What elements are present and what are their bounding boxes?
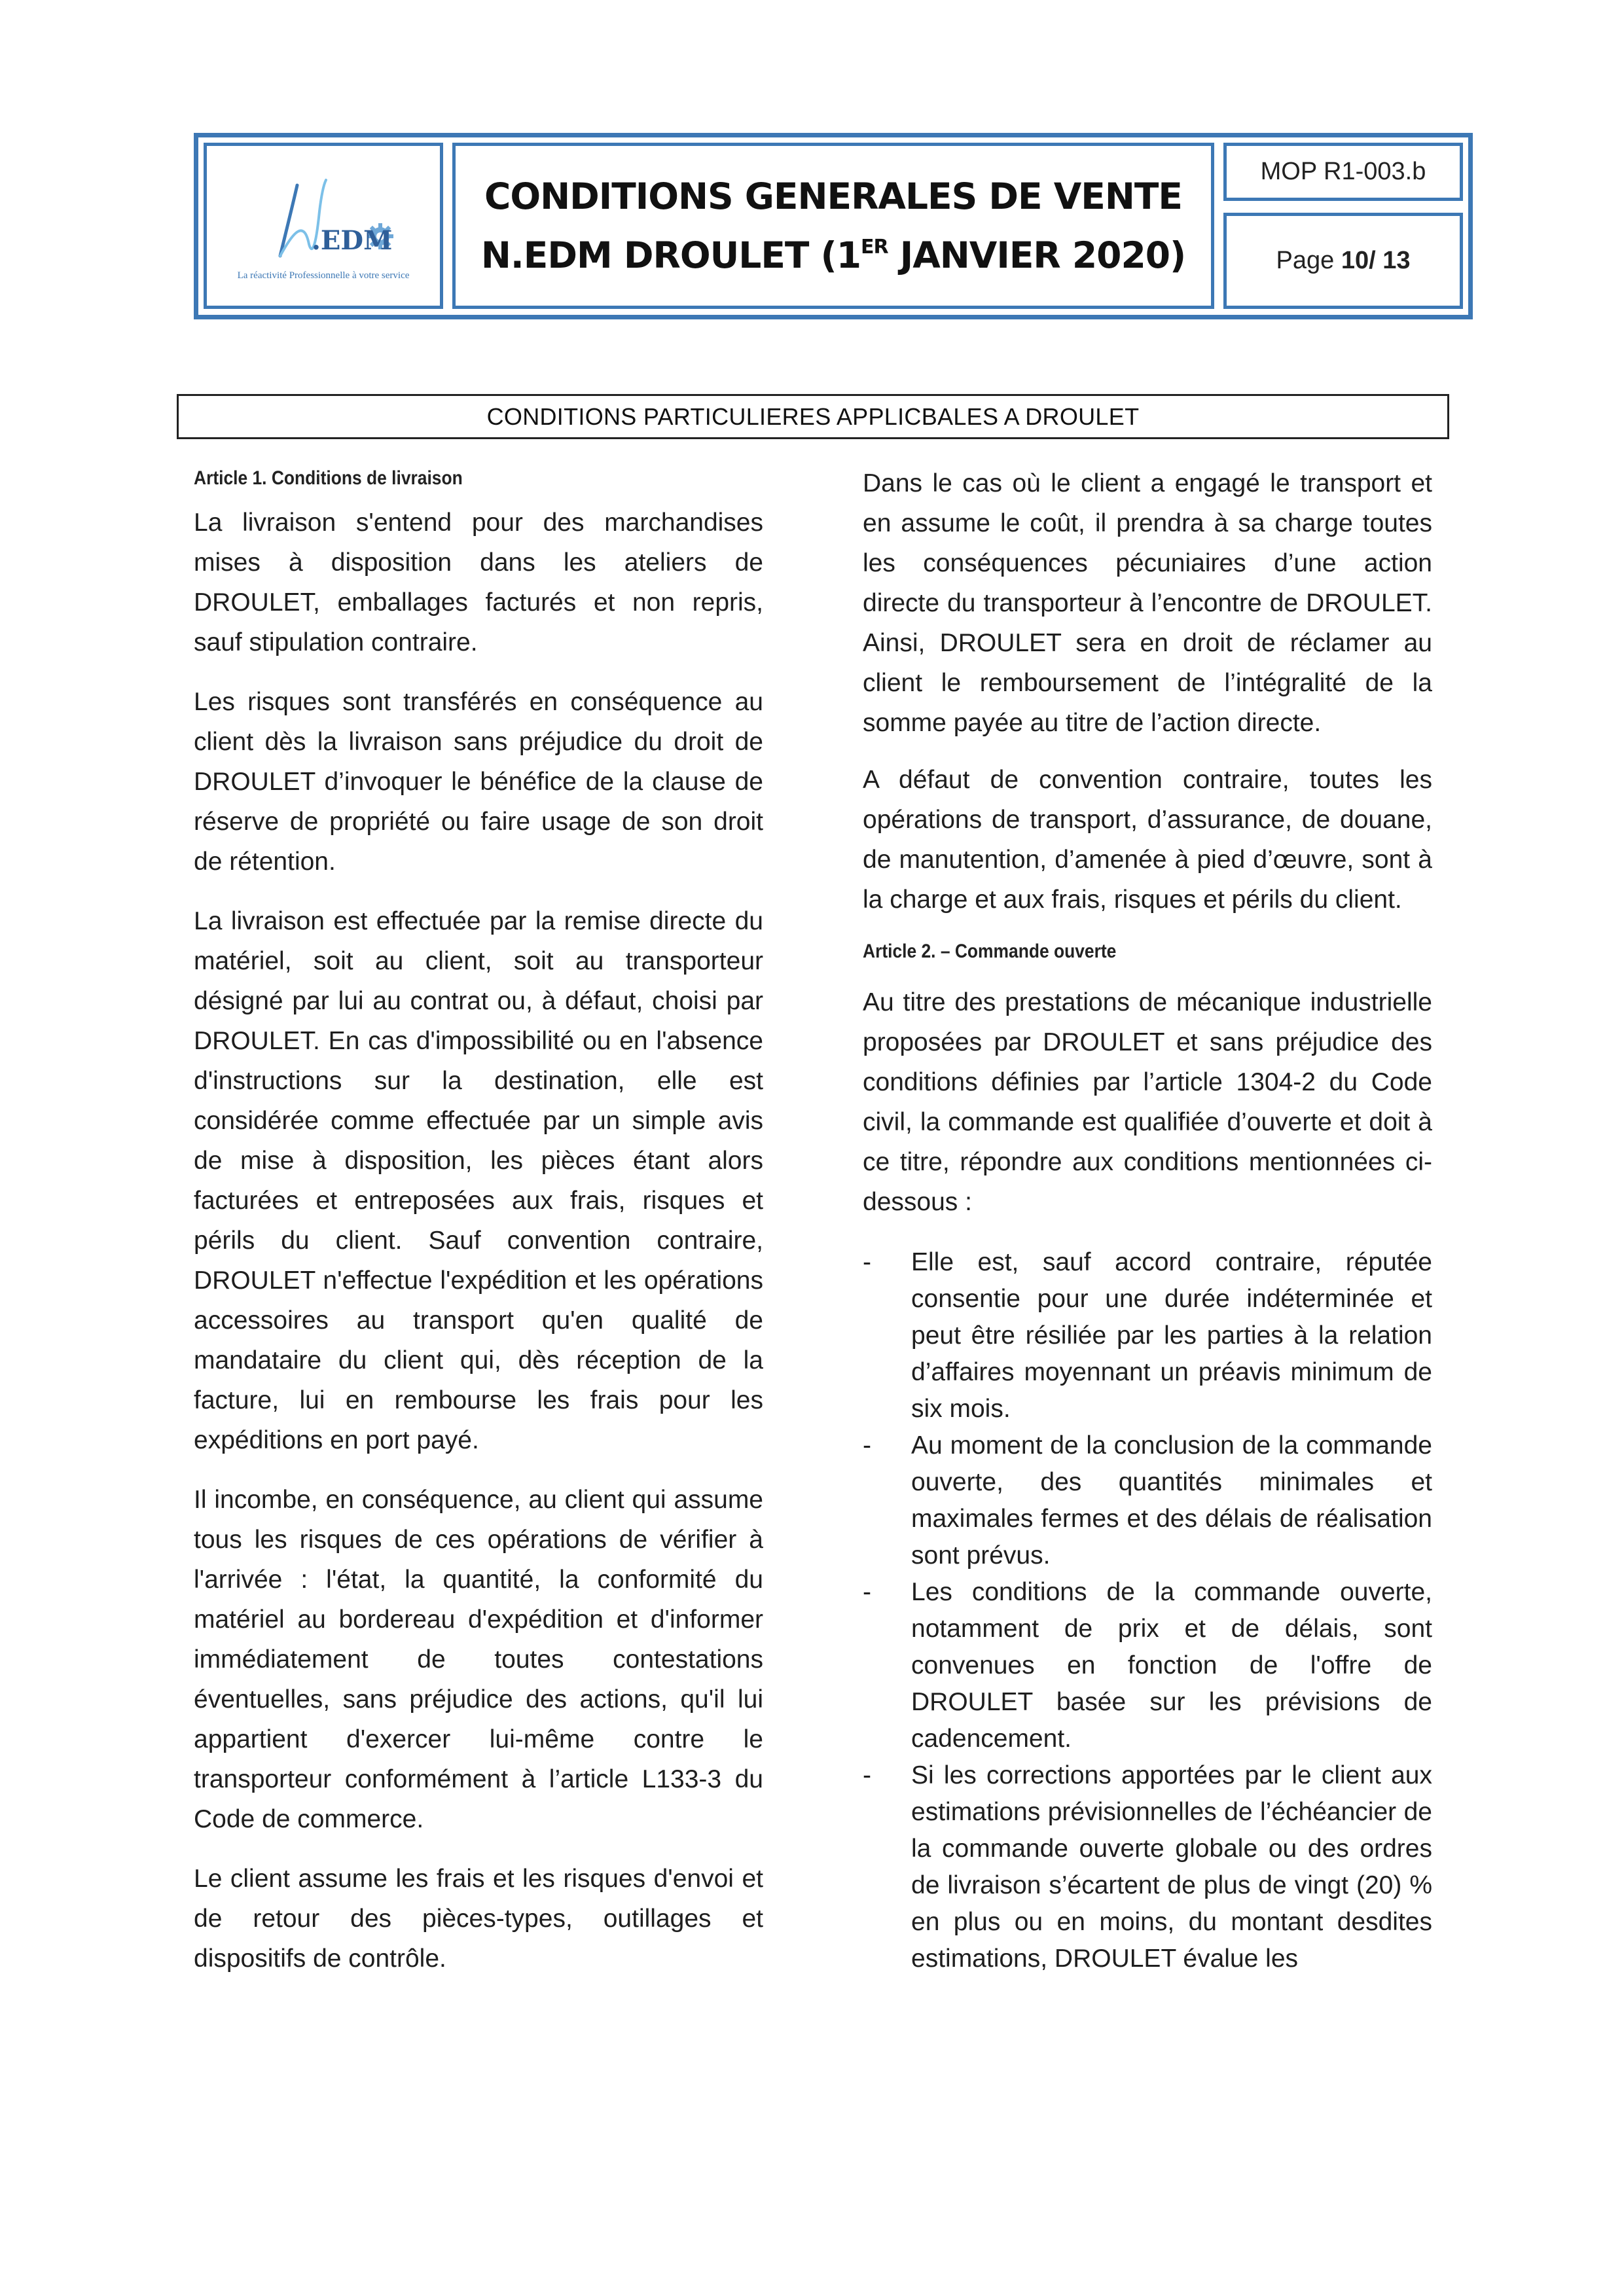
page-number: Page 10/ 13 [1276, 247, 1411, 274]
paragraph: La livraison est effectuée par la remise directe du matériel, soit au client, soit au transporteur désigné par lui au contrat ou, à défaut, choisi par DROULET. En cas d'impossibilité ou en l'absence d'instructions sur la destination, elle est considérée comme effectuée par un simple avis de mise à disposition, les pièces étant alors facturées et entreposées aux frais, risques et périls du client. Sauf convention contraire, DROULET n'effectue l'expédition et les opérations accessoires au transport qu'en qualité de mandataire du client qui, dès réception de la facture, lui en rembourse les frais pour les expéditions en port payé. [194, 907, 763, 1454]
conditions-list [863, 1244, 1432, 1977]
list-item: - Elle est, sauf accord contraire, réputée consentie pour une durée indéterminée et peut être résiliée par les parties à la relation d’affaires moyennant un préavis minimum de six mois. [863, 1248, 1432, 1423]
list-item: - Les conditions de la commande ouverte, notamment de prix et de délais, sont convenues en fonction de l'offre de DROULET basée sur les prévisions de cadencement. [863, 1578, 1432, 1753]
page-number-cell [1223, 213, 1463, 309]
right-column [863, 463, 1432, 1977]
section-heading: CONDITIONS PARTICULIERES APPLICBALES A DROULET [177, 394, 1449, 439]
article-2-title: Article 2. – Commande ouverte [863, 941, 1117, 962]
paragraph: Il incombe, en conséquence, au client qui assume tous les risques de ces opérations de vérifier à l'arrivée : l'état, la quantité, la conformité du matériel au bordereau d'expédition et d'informer immédiatement de toutes contestations éventuelles, sans préjudice des actions, qu'il lui appartient d'exercer lui-même contre le transporteur conformément à l’article L133-3 du Code de commerce. [194, 1486, 763, 1833]
doc-ref-cell [1223, 143, 1463, 201]
title-cell [452, 143, 1214, 309]
article-1-title: Article 1. Conditions de livraison [194, 467, 463, 489]
left-column [194, 463, 763, 1979]
list-item: - Au moment de la conclusion de la commande ouverte, des quantités minimales et maximales fermes et des délais de réalisation sont prévus. [863, 1431, 1432, 1570]
paragraph: Dans le cas où le client a engagé le transport et en assume le coût, il prendra à sa charge toutes les conséquences pécuniaires d’une action directe du transporteur à l’encontre de DROULET. Ainsi, DROULET sera en droit de réclamer au client le remboursement de l’intégralité de la somme payée au titre de l’action directe. [863, 469, 1432, 737]
document-title-line2: N.EDM DROULET (1ER JANVIER 2020) [480, 234, 1186, 276]
logo-cell [204, 143, 443, 309]
paragraph: Le client assume les frais et les risques d'envoi et de retour des pièces-types, outillages et dispositifs de contrôle. [194, 1865, 763, 1973]
paragraph: La livraison s'entend pour des marchandises mises à disposition dans les ateliers de DROULET, emballages facturés et non repris, sauf stipulation contraire. [194, 509, 763, 656]
logo-wordmark: .EDM [312, 225, 393, 256]
paragraph: A défaut de convention contraire, toutes les opérations de transport, d’assurance, de douane, de manutention, d’amenée à pied d’œuvre, sont à la charge et aux frais, risques et périls du client. [863, 766, 1432, 914]
list-item: - Si les corrections apportées par le client aux estimations prévisionnelles de l’échéancier de la commande ouverte globale ou des ordres de livraison s’écartent de plus de vingt (20) % en plus ou en moins, du montant desdites estimations, DROULET évalue les [863, 1761, 1432, 1973]
paragraph: Les risques sont transférés en conséquence au client dès la livraison sans préjudice du droit de DROULET d’invoquer le bénéfice de la clause de réserve de propriété ou faire usage de son droit de rétention. [194, 688, 763, 876]
company-logo [246, 172, 403, 270]
logo-tagline: La réactivité Professionnelle à votre service [237, 270, 410, 281]
paragraph: Au titre des prestations de mécanique industrielle proposées par DROULET et sans préjudice des conditions définies par l’article 1304-2 du Code civil, la commande est qualifiée d’ouverte et doit à ce titre, répondre aux conditions mentionnées ci-dessous : [863, 988, 1432, 1216]
document-reference: MOP R1-003.b [1260, 158, 1426, 185]
document-header [194, 133, 1473, 319]
document-title-line1: CONDITIONS GENERALES DE VENTE [484, 175, 1183, 217]
